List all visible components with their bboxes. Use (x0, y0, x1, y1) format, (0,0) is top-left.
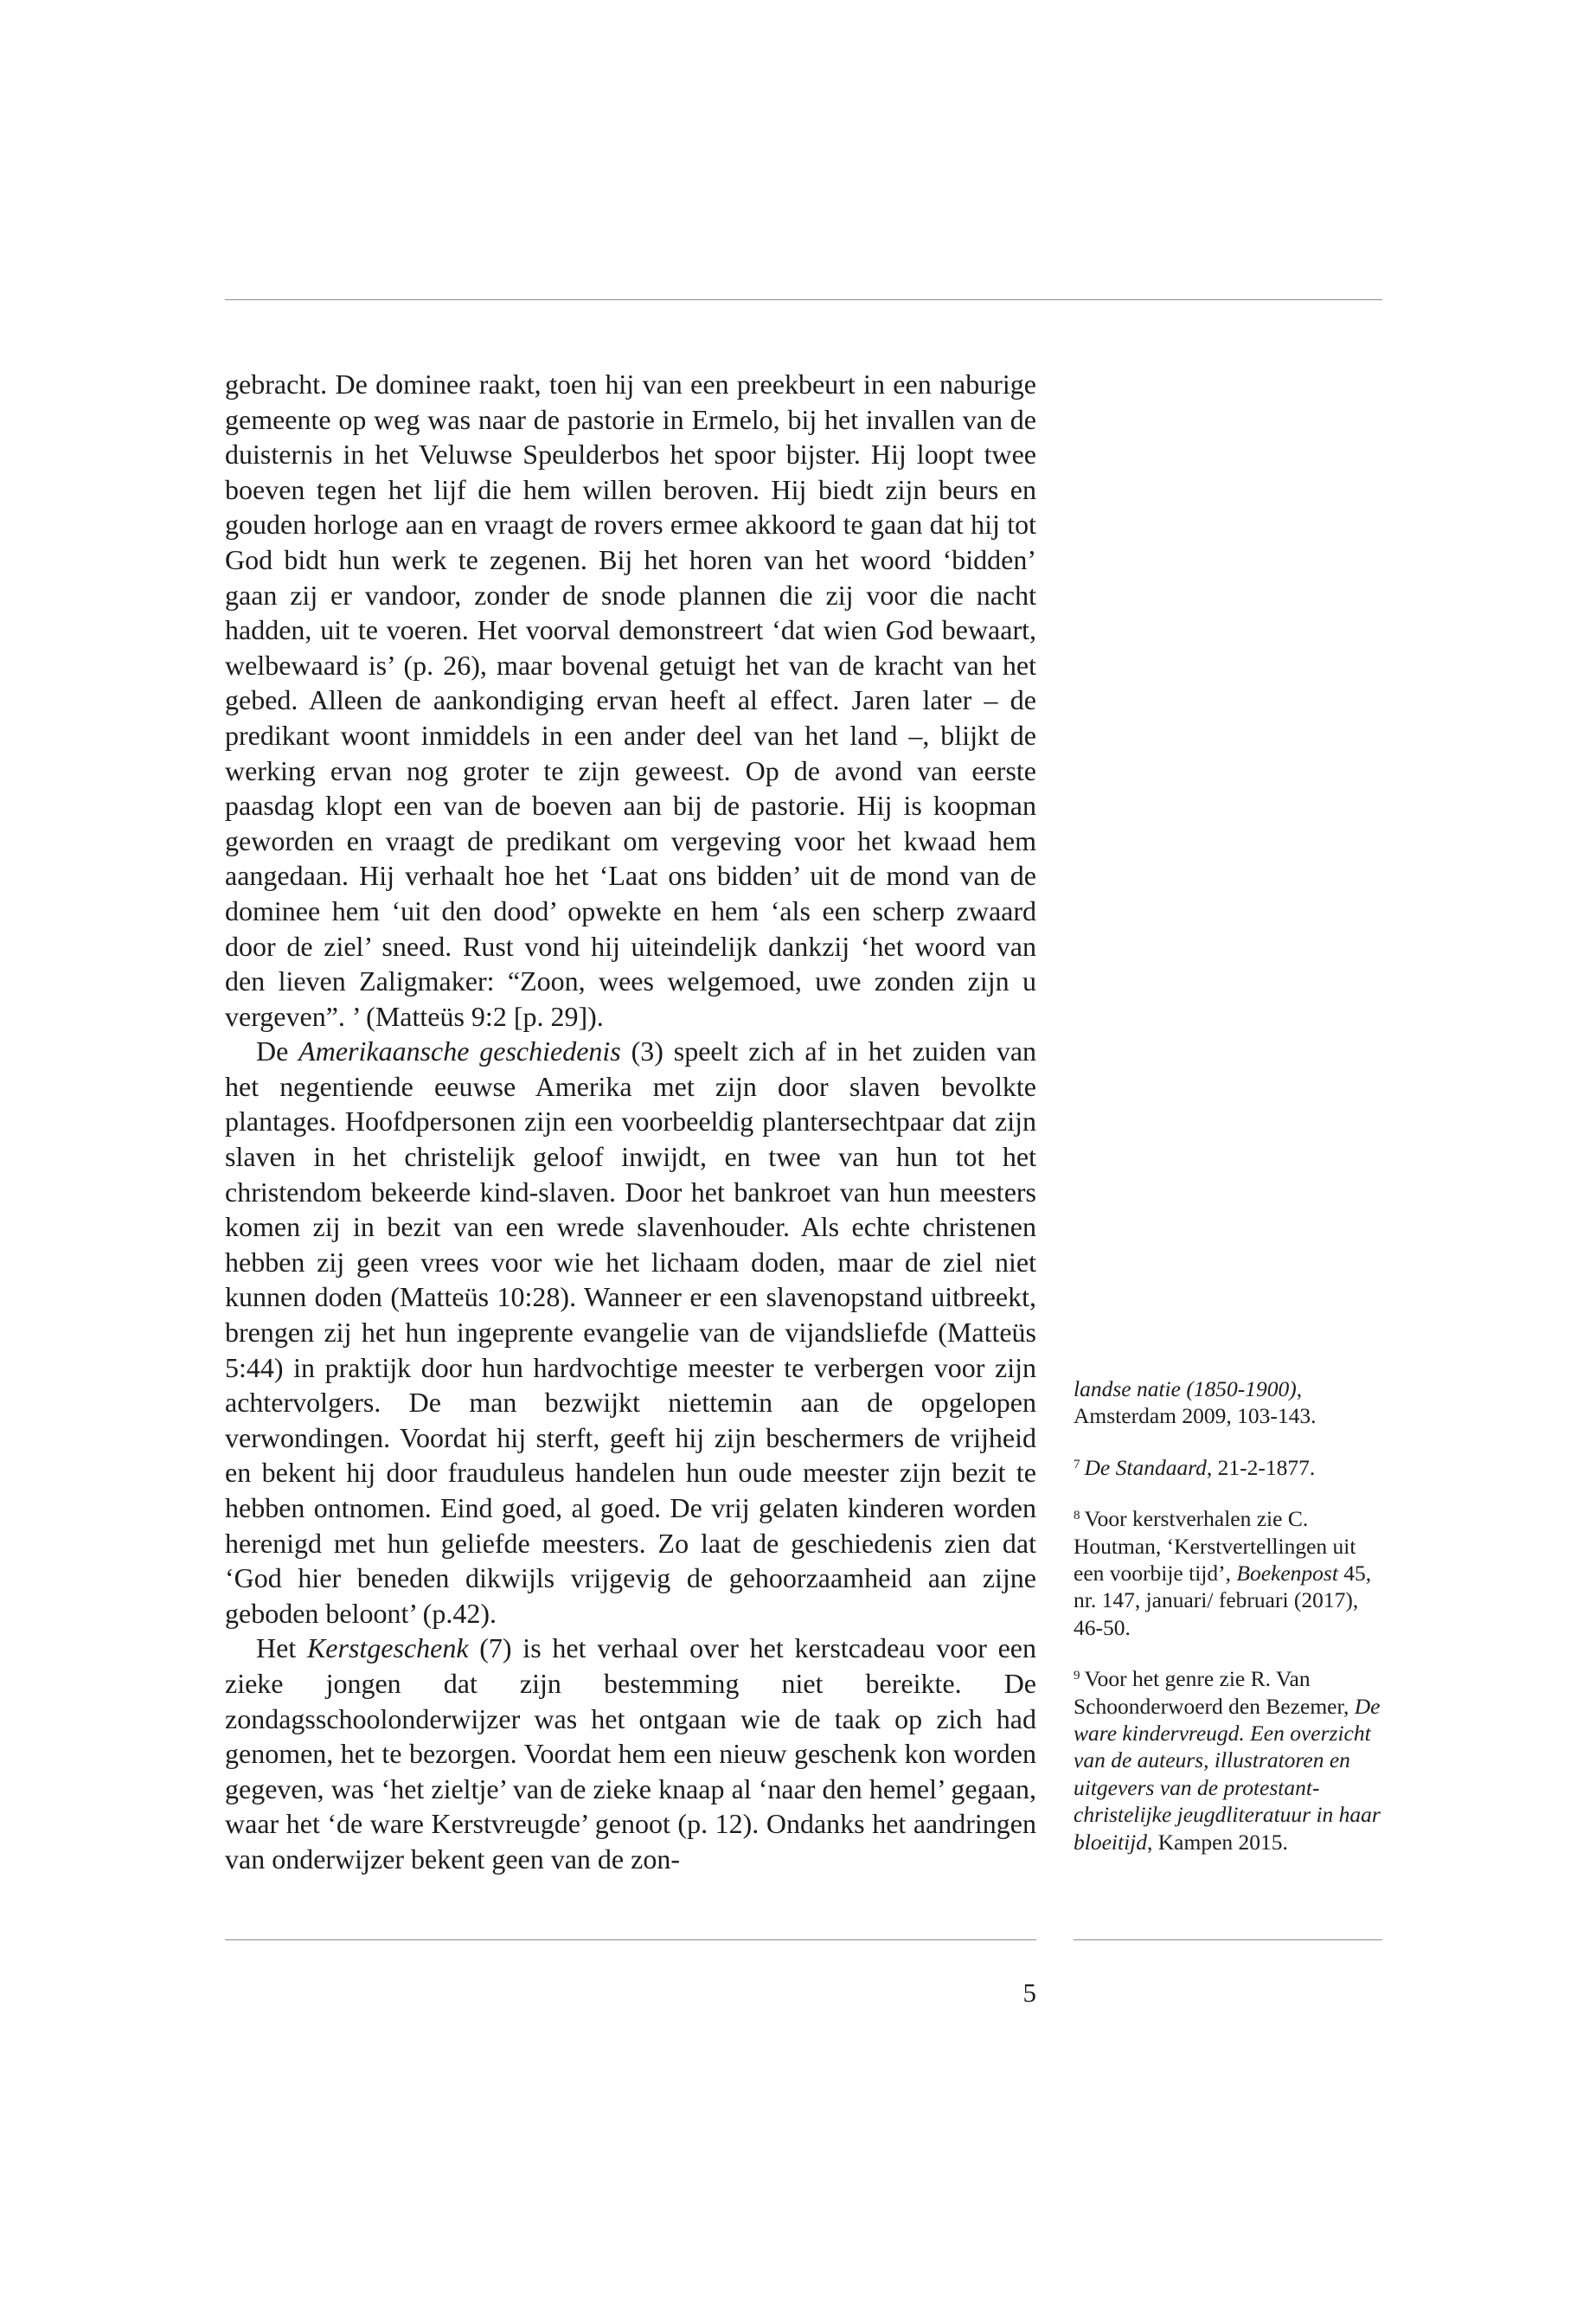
footer-rule-main (225, 1939, 1036, 1940)
footnote-9-title: De ware kindervreugd. Een overzicht van de auteurs, illustratoren en uitgevers van de protestant-christelijke jeugdliteratuur in haar bloeitijd (1074, 1693, 1381, 1855)
footnote-6-continued (1074, 1375, 1382, 1430)
paragraph-3 (225, 1631, 1036, 1876)
footnote-9-lead: Voor het genre zie R. Van Schoonderwoerd den Bezemer, (1074, 1666, 1355, 1719)
footnote-7-title: De Standaard (1084, 1454, 1207, 1480)
footnotes-sidebar (1074, 1375, 1382, 1880)
footnote-7-text: , 21-2-1877. (1206, 1454, 1316, 1480)
book-title-amerikaansche-geschiedenis: Amerikaansche geschiedenis (298, 1035, 621, 1067)
paragraph-3-text: (7) is het verhaal over het kerstcadeau voor een zieke jongen dat zijn bestemming niet bereikte. De zondagsschoolonderwijzer was het ontgaan wie de taak op zich had genomen, het te bezorgen. Voordat hem een nieuw geschenk kon worden gegeven, was ‘het zieltje’ van de zieke knaap al ‘naar den hemel’ gegaan, waar het ‘de ware Kerstvreugde’ genoot (p. 12). Ondanks het aandringen van onderwijzer bekent geen van de zon- (225, 1632, 1037, 1875)
paragraph-2 (225, 1034, 1036, 1631)
footnote-8-title: Boekenpost (1236, 1561, 1338, 1586)
footnote-8 (1074, 1505, 1382, 1641)
footnote-6-title: landse natie (1850-1900) (1074, 1376, 1297, 1401)
footnote-6-text: , Amsterdam 2009, 103-143. (1074, 1376, 1317, 1429)
footnote-8-number: 8 (1074, 1509, 1080, 1523)
footnote-9-text: , Kampen 2015. (1147, 1829, 1288, 1855)
footnote-9-number: 9 (1074, 1669, 1080, 1683)
footnote-7-number: 7 (1074, 1457, 1080, 1471)
book-title-kerstgeschenk: Kerstgeschenk (306, 1632, 469, 1664)
paragraph-2-text: (3) speelt zich af in het zuiden van het negentiende eeuwse Amerika met zijn door slaven bevolkte plantages. Hoofdpersonen zijn een voorbeeldig plantersechtpaar dat zijn slaven in het christelijk geloof inwijdt, en twee van hun tot het christendom bekeerde kind-slaven. Door het bankroet van hun meesters komen zij in bezit van een wrede slavenhouder. Als echte christenen hebben zij geen vrees voor wie het lichaam doden, maar de ziel niet kunnen doden (Matteüs 10:28). Wanneer er een slavenopstand uitbreekt, brengen zij het hun ingeprente evangelie van de vijandsliefde (Matteüs 5:44) in praktijk door hun hardvochtige meester te verbergen voor zijn achtervolgers. De man bezwijkt niettemin aan de opgelopen verwondingen. Voordat hij sterft, geeft hij zijn beschermers de vrijheid en bekent hij door frauduleus handelen hun oude meester zijn bezit te hebben ontnomen. Eind goed, al goed. De vrij gelaten kinderen worden herenigd met hun geliefde meesters. Zo laat de geschiedenis zien dat ‘God hier beneden dikwijls vrijgevig de gehoorzaamheid aan zijne geboden beloont’ (p.42). (225, 1035, 1037, 1629)
footnote-8-lead: Voor kerstverhalen zie C. Houtman, ‘Kerstvertellingen uit een voorbije tijd’, (1074, 1506, 1356, 1586)
footnote-9 (1074, 1665, 1382, 1856)
page-number: 5 (1022, 1977, 1036, 2008)
main-text-column (225, 367, 1036, 1877)
paragraph-1 (225, 367, 1036, 1034)
footer-rule-sidebar (1074, 1939, 1382, 1940)
footnote-8-text: 45, nr. 147, januari/ februari (2017), 46-50. (1074, 1561, 1372, 1640)
paragraph-2-lead: De (256, 1035, 299, 1067)
paragraph-1-text: gebracht. De dominee raakt, toen hij van een preekbeurt in een naburige gemeente op weg was naar de pastorie in Ermelo, bij het invallen van de duisternis in het Veluwse Speulderbos het spoor bijster. Hij loopt twee boeven tegen het lijf die hem willen beroven. Hij biedt zijn beurs en gouden horloge aan en vraagt de rovers ermee akkoord te gaan dat hij tot God bidt hun werk te zegenen. Bij het horen van het woord ‘bidden’ gaan zij er vandoor, zonder de snode plannen die zij voor die nacht hadden, uit te voeren. Het voorval demonstreert ‘dat wien God bewaart, welbewaard is’ (p. 26), maar bovenal getuigt het van de kracht van het gebed. Alleen de aankondiging ervan heeft al effect. Jaren later – de predikant woont inmiddels in een ander deel van het land –, blijkt de werking ervan nog groter te zijn geweest. Op de avond van eerste paasdag klopt een van de boeven aan bij de pastorie. Hij is koopman geworden en vraagt de predikant om vergeving voor het kwaad hem aangedaan. Hij verhaalt hoe het ‘Laat ons bidden’ uit de mond van de dominee hem ‘uit den dood’ opwekte en hem ‘als een scherp zwaard door de ziel’ sneed. Rust vond hij uiteindelijk dankzij ‘het woord van den lieven Zaligmaker: “Zoon, wees welgemoed, uwe zonden zijn u vergeven”. ’ (Matteüs 9:2 [p. 29]). (225, 369, 1036, 1032)
footnote-7 (1074, 1454, 1382, 1481)
header-rule (225, 299, 1382, 300)
paragraph-3-lead: Het (256, 1632, 307, 1664)
